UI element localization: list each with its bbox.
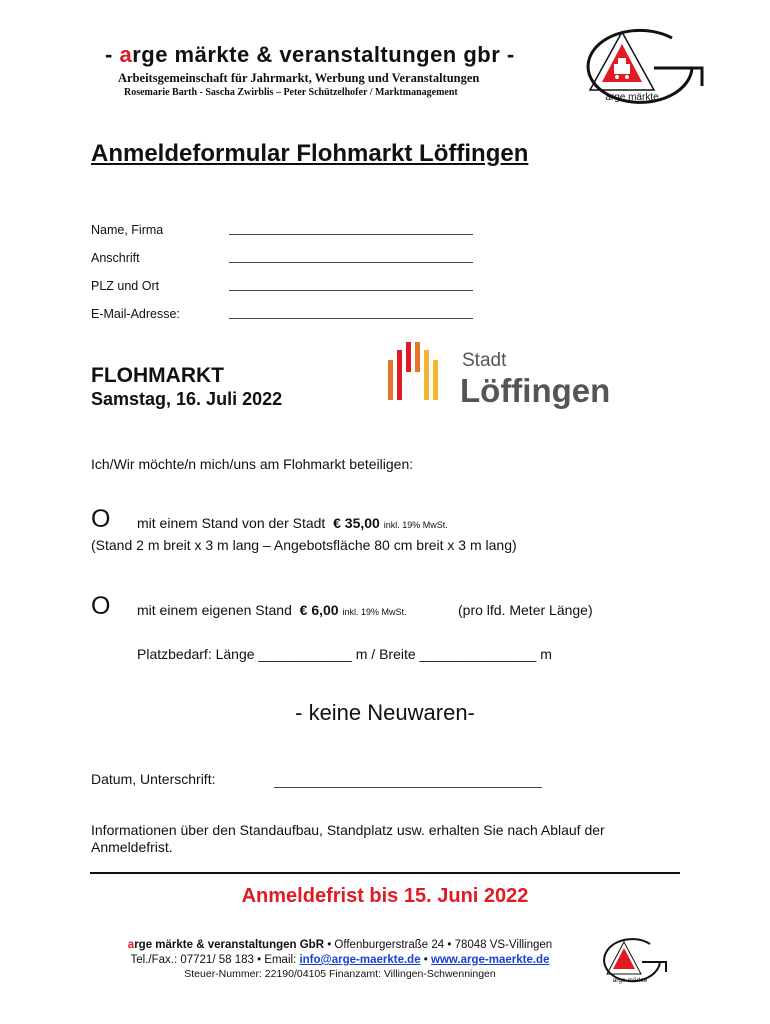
city-logo-stadt: Stadt — [462, 350, 507, 371]
website-link[interactable]: www.arge-maerkte.de — [431, 954, 550, 966]
logo-text: arge märkte — [605, 92, 659, 103]
option1-price: € 35,00 — [333, 515, 380, 531]
event-date: Samstag, 16. Juli 2022 — [91, 389, 283, 409]
company-title-accent: a — [119, 42, 133, 67]
option1-detail: (Stand 2 m breit x 3 m lang – Angebotsfläche 80 cm breit x 3 m lang) — [91, 537, 517, 553]
no-new-goods-note: - keine Neuwaren- — [295, 700, 475, 725]
divider — [90, 872, 680, 874]
footer-logo — [598, 938, 668, 986]
field-label-email: E-Mail-Adresse: — [91, 307, 180, 321]
info-line-1: Informationen über den Standaufbau, Standplatz usw. erhalten Sie nach Ablauf der — [91, 822, 605, 838]
option1-tax: inkl. 19% MwSt. — [383, 520, 448, 530]
address-field-line[interactable] — [229, 262, 473, 263]
field-label-zip-city: PLZ und Ort — [91, 279, 160, 293]
event-title: FLOHMARKT — [91, 364, 224, 387]
footer-contact-line: Tel./Fax.: 07721/ 58 183 • Email: info@arge-maerkte.de • www.arge-maerkte.de — [130, 954, 550, 966]
email-field-line[interactable] — [229, 318, 473, 319]
space-requirement[interactable]: Platzbedarf: Länge ____________ m / Breite _______________ m — [137, 646, 552, 662]
option2-tax: inkl. 19% MwSt. — [342, 607, 407, 617]
info-line-2: Anmeldefrist. — [91, 839, 173, 855]
option2-per-meter: (pro lfd. Meter Länge) — [458, 602, 593, 618]
footer-tax-line: Steuer-Nummer: 22190/04105 Finanzamt: Villingen-Schwenningen — [184, 968, 496, 980]
email-link[interactable]: info@arge-maerkte.de — [299, 954, 421, 966]
zip-city-field-line[interactable] — [229, 290, 473, 291]
name-field-line[interactable] — [229, 234, 473, 235]
option2-price: € 6,00 — [299, 602, 339, 618]
signature-label: Datum, Unterschrift: — [91, 771, 216, 787]
city-bars-icon — [388, 342, 438, 400]
option1-checkbox[interactable]: O — [91, 505, 111, 533]
option1-label: mit einem Stand von der Stadt € 35,00 inkl. 19% MwSt. — [137, 515, 448, 531]
signature-field-line[interactable] — [274, 787, 542, 788]
registration-deadline: Anmeldefrist bis 15. Juni 2022 — [241, 885, 529, 907]
intro-text: Ich/Wir möchte/n mich/uns am Flohmarkt beteiligen: — [91, 456, 414, 472]
field-label-address: Anschrift — [91, 251, 140, 265]
footer-logo-text: arge märkte — [612, 977, 648, 984]
option2-label: mit einem eigenen Stand € 6,00 inkl. 19% MwSt. — [137, 602, 407, 618]
field-label-name: Name, Firma — [91, 223, 164, 237]
company-people: Rosemarie Barth - Sascha Zwirblis – Peter Schützelhofer / Marktmanagement — [124, 87, 458, 98]
company-subtitle: Arbeitsgemeinschaft für Jahrmarkt, Werbung und Veranstaltungen — [118, 71, 480, 85]
stadt-loeffingen-logo — [384, 338, 634, 410]
page-title: Anmeldeformular Flohmarkt Löffingen — [91, 140, 529, 167]
city-logo-name: Löffingen — [460, 372, 611, 409]
arge-maerkte-logo — [574, 28, 704, 108]
company-title: - arge märkte & veranstaltungen gbr - — [105, 42, 515, 67]
footer-company-line: arge märkte & veranstaltungen GbR • Offenburgerstraße 24 • 78048 VS-Villingen — [127, 939, 553, 951]
option2-checkbox[interactable]: O — [91, 592, 111, 620]
